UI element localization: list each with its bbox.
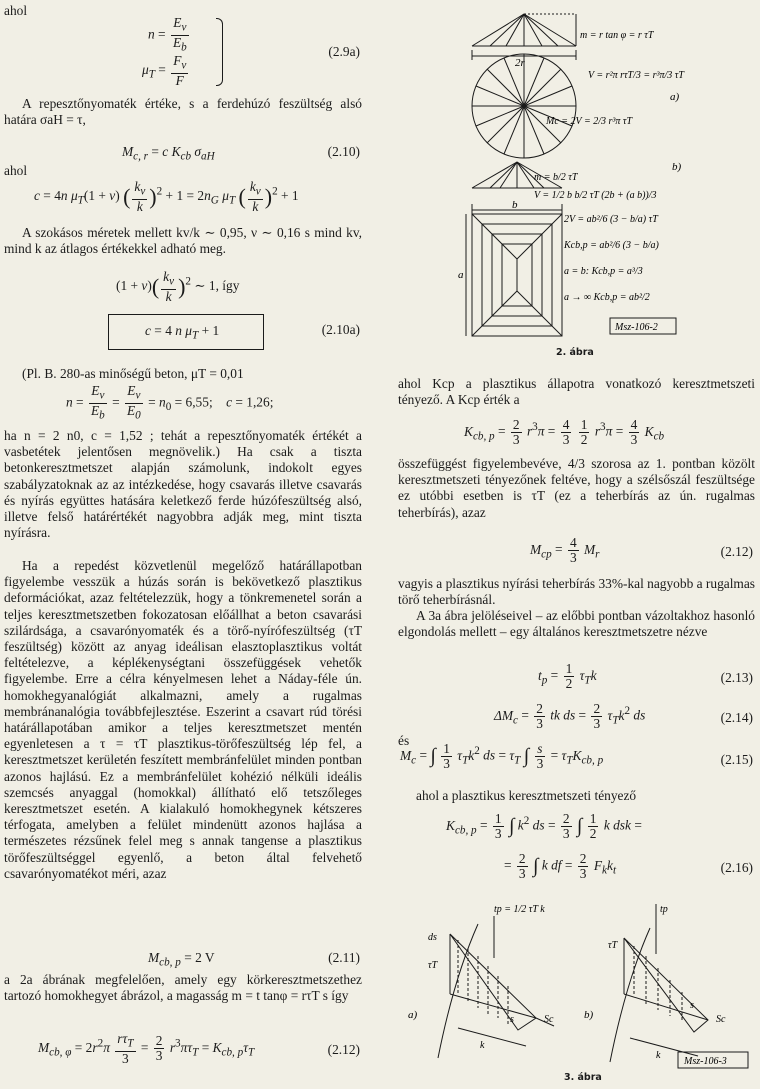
paragraph-ha: ha n = 2 n0, c = 1,52 ; tehát a repesztőnyomaték értékét a vasbetétek jelentősen megnövelik.) Ha csak a tiszta betonkeresztmetszet alapján számolunk, indokolt egyes szabályzatoknak az az intézkedése, hogy csavarás illetve csavarás és nyírás együttes hatására keletkező ferde húzófeszültség alsó, illetve felső határértékét nagyobbra adják meg, mint tiszta nyírásra.	[4, 428, 362, 541]
eq-tp: $t_p$ = $\frac{1}{2}$ $\tau_Tk$	[538, 661, 597, 691]
label-m-roof: m = b/2 τT	[534, 172, 578, 183]
label-tau-t-b: τT	[608, 940, 618, 951]
equation-2-13	[398, 662, 755, 698]
label-a-infinity: a → ∞ Kcb,p = ab²/2	[564, 292, 650, 303]
equation-kcbp	[398, 416, 755, 456]
label-part-a: a)	[670, 91, 680, 103]
paragraph-pl: (Pl. B. 280-as minőségű beton, μT = 0,01	[22, 366, 244, 381]
eq-mcp: $M_{cp}$ = $\frac{4}{3}$ $M_r$	[530, 535, 600, 565]
equation-2-12-left	[4, 1030, 362, 1070]
eq-c-formula: c = 4n $\mu_T(1 + \nu)$ ( $\frac{k_v}{k}$ )$^2 + 1 = 2n_G$ $\mu_T$ ( $\frac{k_v}{k}$ )$^2$ + 1	[34, 179, 299, 214]
eq-number-2-12-left: (2.12)	[327, 1042, 360, 1057]
equation-2-16b	[398, 852, 755, 888]
eq-mc-integral: $M_c$ = ∫ $\frac{1}{3}$ $\tau_Tk^2$ ds = $\tau_T$ ∫ $\frac{s}{3}$ = $\tau_TK_{cb, p}$	[400, 741, 604, 771]
cone-elevation	[472, 14, 576, 60]
es-label: és	[398, 733, 410, 748]
paragraph-2a: a 2a ábrának megfelelően, amely egy körkeresztmetszethez tartozó homokhegyet ábrázol, a magasság m = t tanφ = rτT s így	[4, 972, 362, 1004]
figure-3-drawing	[398, 898, 758, 1070]
label-k-a: k	[480, 1040, 485, 1051]
paragraph-szokasos: A szokásos méretek mellett kv/k ∼ 0,95, ν ∼ 0,16 s mind kv, mind k az átlagos értékekkel adható meg.	[4, 225, 362, 257]
eq-approx-one: (1 + ν)( $\frac{k_v}{k}$ )$^2$ ∼ 1, így	[116, 269, 240, 304]
eq-kcbp-values: $K_{cb, p}$ = $\frac{2}{3}$ $r^3\pi$ = $\frac{4}{3}$ $\frac{1}{2}$ $r^3\pi$ = $\frac{4}{3}$ $K_{cb}$	[464, 417, 665, 447]
eq-mcbp: $M_{cb, p} = 2$ V	[148, 950, 215, 969]
equation-pl	[4, 384, 362, 420]
eq-number-2-11: (2.11)	[328, 950, 360, 965]
figure-3a	[438, 916, 554, 1058]
equation-approx	[4, 270, 362, 308]
stamp-msz-106-2: Msz-106-2	[615, 322, 658, 333]
label-sc-b: Sc	[716, 1014, 726, 1025]
label-volume-roof: V = 1/2 b b/2 τT (2b + (a b))/3	[534, 190, 657, 201]
ahol-label-2: ahol	[4, 163, 28, 178]
eq-number-2-16: (2.16)	[720, 860, 753, 875]
eq-mu-ratio: $\mu_T$ = $\frac{F_v}{F}$	[142, 53, 187, 88]
equation-c	[4, 180, 362, 220]
eq-n-values: n = $\frac{E_v}{E_b}$ = $\frac{E_v}{E_0}$ = $n_0 = 6,55$; c = 1,26;	[66, 383, 274, 422]
ahol-label-1: ahol	[4, 3, 28, 18]
label-2v: 2V = ab²/6 (3 − b/a) τT	[564, 214, 658, 225]
eq-number-2-10: (2.10)	[327, 144, 360, 159]
right-brace	[216, 18, 223, 86]
eq-n-ratio: n = $\frac{E_v}{E_b}$	[148, 15, 187, 54]
eq-number-2-13: (2.13)	[720, 670, 753, 685]
label-tp-a: tp = 1/2 τT k	[494, 904, 545, 915]
equation-2-12-right	[398, 536, 755, 572]
paragraph-vagyis: vagyis a plasztikus nyírási teherbírás 33%-kal nagyobb a rugalmas törő teherbírásnál.	[398, 576, 755, 608]
eq-number-2-14: (2.14)	[720, 710, 753, 725]
label-kcbp: Kcb,p = ab²/6 (3 − b/a)	[564, 240, 659, 251]
label-fig3-part-b: b)	[584, 1009, 594, 1021]
paragraph-osszefugges: összefüggést figyelembevéve, 4/3 szorosa az 1. pontban közölt keresztmetszeti tényezőnek feltéve, hogy a szélsőszál feszültsége ez utóbbi esetben is τT (ez a teherbírás az ún. rugalmas teherbírás), azaz	[398, 456, 755, 520]
eq-number-2-9a: (2.9a)	[328, 44, 360, 59]
equation-2-15	[398, 742, 755, 778]
paragraph-ahol-kcp: ahol Kcp a plasztikus állapotra vonatkozó keresztmetszeti tényező. A Kcp érték a	[398, 376, 755, 408]
figure-2-caption: 2. ábra	[556, 347, 594, 358]
eq-kcbp-area: = $\frac{2}{3}$ ∫ k df = $\frac{2}{3}$ $F_kk_t$	[504, 851, 617, 881]
eq-kcbp-integral: $K_{cb, p}$ = $\frac{1}{3}$ ∫ $k^2$ ds = $\frac{2}{3}$ ∫ $\frac{1}{2}$ k dsk =	[446, 811, 642, 841]
figure-2-drawing	[460, 0, 758, 362]
figure-3	[398, 898, 758, 1088]
boxed-equation-2-10a	[108, 314, 264, 350]
stamp-msz-106-3: Msz-106-3	[684, 1056, 727, 1067]
label-m-cone: m = r tan φ = r τT	[580, 30, 654, 41]
label-a-equals-b: a = b: Kcb,p = a³/3	[564, 266, 643, 277]
label-b-width: b	[512, 199, 518, 211]
label-part-b: b)	[672, 161, 682, 173]
figure-3b	[610, 904, 708, 1062]
label-2r: 2r	[515, 57, 525, 69]
eq-c-simple: c = 4 n $\mu_T + 1$	[145, 323, 220, 342]
figure-3-caption: 3. ábra	[564, 1072, 602, 1083]
label-tp-b: tp	[660, 904, 668, 915]
label-s-a: s	[510, 1014, 514, 1025]
label-sc-a: Sc	[544, 1014, 554, 1025]
paragraph-ahol-plaszt: ahol a plasztikus keresztmetszeti tényező	[416, 788, 637, 803]
paragraph-3a: A 3a ábra jelöléseivel – az előbbi pontban vázoltakhoz hasonló elgondolás mellett – egy általános keresztmetszetre nézve	[398, 608, 755, 640]
label-k-b: k	[656, 1050, 661, 1061]
label-fig3-part-a: a)	[408, 1009, 418, 1021]
equation-2-9a	[4, 16, 362, 86]
eq-delta-mc: $\Delta M_c$ = $\frac{2}{3}$ tk ds = $\frac{2}{3}$ $\tau_Tk^2$ ds	[494, 701, 646, 731]
eq-mcb-phi: $M_{cb, \varphi} = 2r^2\pi$ $\frac{r\tau_T}{3}$ = $\frac{2}{3}$ $r^3\pi\tau_T = K_{cb, p}\tau_T$	[38, 1031, 255, 1066]
label-s-b: s	[690, 1000, 694, 1011]
equation-2-11	[4, 950, 362, 968]
roof-plan-rectangle	[466, 204, 562, 336]
figure-2	[460, 0, 758, 362]
equation-2-10	[4, 144, 362, 162]
paragraph-ha-repedest: Ha a repedést közvetlenül megelőző határállapotban figyelembe vesszük a húzás során is bekövetkező plasztikus deformációkat, azaz feltételezzük, hogy a tönkremenetel során a teljes keresztmetszetben fokozatosan előállhat a beton csavarási szilárdsága, a csavarónyomaték és a törő-nyírófeszültség (τT feszültség) között az anyag ideálisan elasztoplasztikus voltát feltételezve, a képlékenységtani összefüggések vehetők figyelembe. Erre a célra kényelmesen lehet a Náday-féle ún. homokhegyanalógiát alkalmazni, amely a rugalmas membránanalógia továbbfejlesztése. Eszerint a csavart rúd törési határállapotában amikor a teljes keresztmetszet mentén egyenletesen a τ = τT plasztikus-törőfeszültség lép fel, a keresztmetszet kerületén feszített membránfelület minden pontban azonos hajlású. Ez a membránfelület kohézió nélküli ideális szemcsés anyaggal (homokkal) állítható elő tetszőleges keresztmetszet esetén. A kialakuló homokhegynek kétszeres térfogata, amelyben a felület mindenütt azonos hajlása a természetes rézsűnek felel meg s annak tangense a plasztikus törőfeszültséggel egyenlő, a beton által felvehető csavarónyomatékot méri, azaz	[4, 558, 362, 881]
eq-number-2-10a: (2.10a)	[321, 322, 360, 337]
eq-mcr: $M_{c, r} = c$ $K_{cb}$ $\sigma_{aH}$	[122, 144, 215, 163]
label-tau-t-a: τT	[428, 960, 438, 971]
eq-number-2-12-right: (2.12)	[720, 544, 753, 559]
equation-2-16a	[398, 812, 755, 848]
label-ds: ds	[428, 932, 437, 943]
label-mc: Mc = 2V = 2/3 r³π τT	[546, 116, 633, 127]
cone-plan-circle	[472, 54, 576, 158]
eq-number-2-15: (2.15)	[720, 752, 753, 767]
paragraph-repeszto: A repesztőnyomaték értéke, s a ferdehúzó feszültség alsó határa σaH = τ,	[4, 96, 362, 128]
label-a-height: a	[458, 269, 464, 281]
label-volume-cone: V = r²π rτT/3 = r³π/3 τT	[588, 70, 684, 81]
